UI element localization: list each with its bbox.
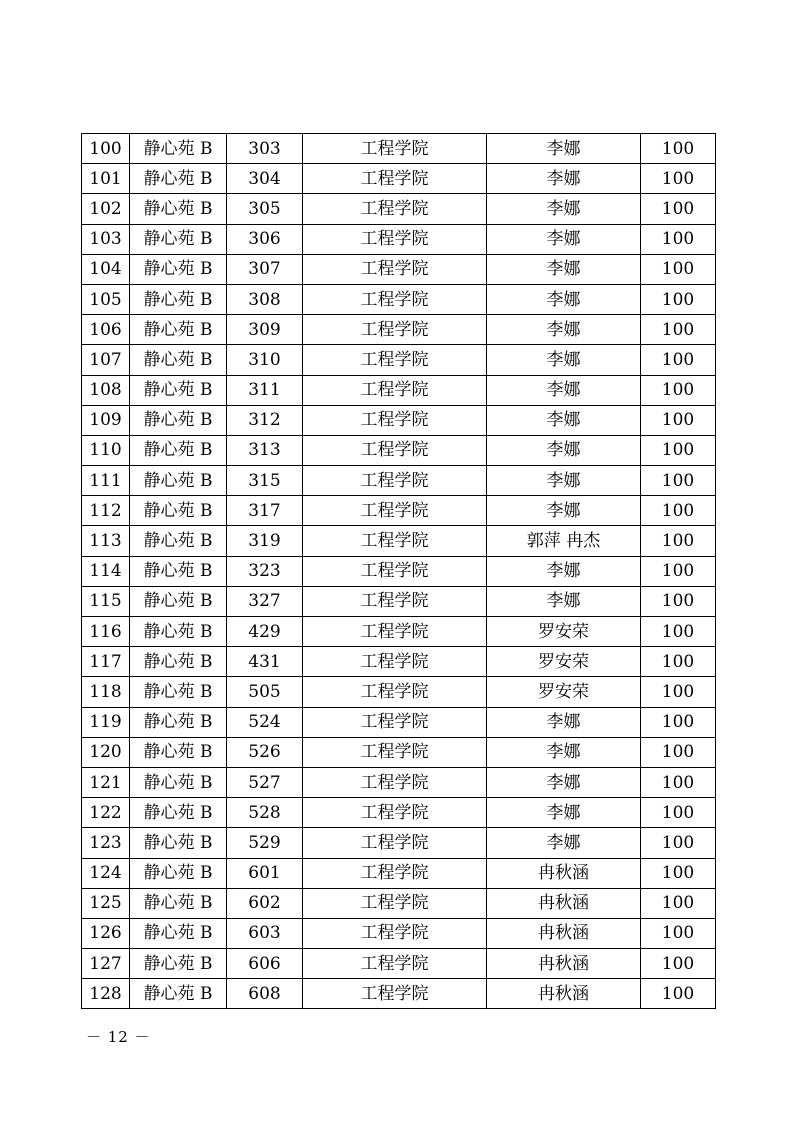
building-cell: 静心苑 B (130, 949, 227, 979)
score-cell: 100 (641, 164, 716, 194)
teacher-cell: 李娜 (487, 164, 641, 194)
college-cell: 工程学院 (303, 375, 487, 405)
row-number-cell: 127 (82, 949, 130, 979)
teacher-cell: 李娜 (487, 134, 641, 164)
room-cell: 306 (227, 224, 303, 254)
row-number-cell: 107 (82, 345, 130, 375)
table-row (82, 315, 716, 345)
table-row (82, 194, 716, 224)
page-number: － 12 － (86, 1028, 151, 1046)
college-cell: 工程学院 (303, 134, 487, 164)
table-row (82, 134, 716, 164)
room-cell: 602 (227, 888, 303, 918)
teacher-cell: 罗安荣 (487, 647, 641, 677)
teacher-cell: 冉秋涵 (487, 918, 641, 948)
room-cell: 307 (227, 254, 303, 284)
table-row (82, 405, 716, 435)
building-cell: 静心苑 B (130, 918, 227, 948)
building-cell: 静心苑 B (130, 798, 227, 828)
table-row (82, 888, 716, 918)
building-cell: 静心苑 B (130, 375, 227, 405)
table-row (82, 647, 716, 677)
building-cell: 静心苑 B (130, 435, 227, 465)
college-cell: 工程学院 (303, 435, 487, 465)
score-cell: 100 (641, 556, 716, 586)
building-cell: 静心苑 B (130, 284, 227, 314)
building-cell: 静心苑 B (130, 194, 227, 224)
teacher-cell: 李娜 (487, 586, 641, 616)
room-cell: 505 (227, 677, 303, 707)
college-cell: 工程学院 (303, 254, 487, 284)
table-row (82, 949, 716, 979)
teacher-cell: 李娜 (487, 435, 641, 465)
college-cell: 工程学院 (303, 164, 487, 194)
room-cell: 608 (227, 979, 303, 1009)
teacher-cell: 冉秋涵 (487, 949, 641, 979)
college-cell: 工程学院 (303, 918, 487, 948)
score-cell: 100 (641, 979, 716, 1009)
college-cell: 工程学院 (303, 828, 487, 858)
teacher-cell: 冉秋涵 (487, 858, 641, 888)
room-cell: 527 (227, 767, 303, 797)
score-cell: 100 (641, 375, 716, 405)
table-row (82, 164, 716, 194)
score-cell: 100 (641, 435, 716, 465)
score-cell: 100 (641, 194, 716, 224)
building-cell: 静心苑 B (130, 707, 227, 737)
score-cell: 100 (641, 466, 716, 496)
score-cell: 100 (641, 677, 716, 707)
building-cell: 静心苑 B (130, 647, 227, 677)
score-cell: 100 (641, 526, 716, 556)
college-cell: 工程学院 (303, 194, 487, 224)
table-row (82, 737, 716, 767)
table-row (82, 556, 716, 586)
row-number-cell: 114 (82, 556, 130, 586)
score-cell: 100 (641, 134, 716, 164)
row-number-cell: 122 (82, 798, 130, 828)
table-row (82, 375, 716, 405)
table-row (82, 586, 716, 616)
table-row (82, 617, 716, 647)
teacher-cell: 李娜 (487, 496, 641, 526)
row-number-cell: 112 (82, 496, 130, 526)
building-cell: 静心苑 B (130, 164, 227, 194)
room-cell: 524 (227, 707, 303, 737)
score-cell: 100 (641, 617, 716, 647)
room-cell: 603 (227, 918, 303, 948)
room-cell: 319 (227, 526, 303, 556)
row-number-cell: 119 (82, 707, 130, 737)
teacher-cell: 李娜 (487, 224, 641, 254)
score-cell: 100 (641, 586, 716, 616)
row-number-cell: 102 (82, 194, 130, 224)
college-cell: 工程学院 (303, 888, 487, 918)
teacher-cell: 李娜 (487, 315, 641, 345)
score-cell: 100 (641, 345, 716, 375)
score-cell: 100 (641, 647, 716, 677)
row-number-cell: 121 (82, 767, 130, 797)
table-row (82, 224, 716, 254)
room-cell: 312 (227, 405, 303, 435)
college-cell: 工程学院 (303, 496, 487, 526)
score-cell: 100 (641, 798, 716, 828)
table-row (82, 798, 716, 828)
college-cell: 工程学院 (303, 556, 487, 586)
row-number-cell: 126 (82, 918, 130, 948)
college-cell: 工程学院 (303, 979, 487, 1009)
college-cell: 工程学院 (303, 737, 487, 767)
teacher-cell: 罗安荣 (487, 677, 641, 707)
teacher-cell: 李娜 (487, 707, 641, 737)
room-cell: 313 (227, 435, 303, 465)
room-cell: 315 (227, 466, 303, 496)
teacher-cell: 李娜 (487, 767, 641, 797)
table-body (82, 134, 716, 1009)
room-cell: 526 (227, 737, 303, 767)
building-cell: 静心苑 B (130, 134, 227, 164)
score-cell: 100 (641, 949, 716, 979)
row-number-cell: 116 (82, 617, 130, 647)
table-row (82, 979, 716, 1009)
room-cell: 305 (227, 194, 303, 224)
college-cell: 工程学院 (303, 949, 487, 979)
building-cell: 静心苑 B (130, 586, 227, 616)
table-row (82, 284, 716, 314)
building-cell: 静心苑 B (130, 466, 227, 496)
college-cell: 工程学院 (303, 617, 487, 647)
table-row (82, 345, 716, 375)
room-cell: 327 (227, 586, 303, 616)
table-row (82, 858, 716, 888)
row-number-cell: 101 (82, 164, 130, 194)
table-row (82, 254, 716, 284)
teacher-cell: 李娜 (487, 828, 641, 858)
room-cell: 528 (227, 798, 303, 828)
table-row (82, 435, 716, 465)
room-cell: 529 (227, 828, 303, 858)
college-cell: 工程学院 (303, 345, 487, 375)
table-row (82, 828, 716, 858)
table-row (82, 526, 716, 556)
building-cell: 静心苑 B (130, 315, 227, 345)
college-cell: 工程学院 (303, 677, 487, 707)
row-number-cell: 111 (82, 466, 130, 496)
score-cell: 100 (641, 858, 716, 888)
score-cell: 100 (641, 767, 716, 797)
table-row (82, 677, 716, 707)
college-cell: 工程学院 (303, 526, 487, 556)
dormitory-score-table (81, 133, 716, 1009)
row-number-cell: 118 (82, 677, 130, 707)
teacher-cell: 罗安荣 (487, 617, 641, 647)
row-number-cell: 123 (82, 828, 130, 858)
table-row (82, 767, 716, 797)
row-number-cell: 100 (82, 134, 130, 164)
score-cell: 100 (641, 254, 716, 284)
teacher-cell: 李娜 (487, 254, 641, 284)
score-cell: 100 (641, 918, 716, 948)
building-cell: 静心苑 B (130, 617, 227, 647)
score-cell: 100 (641, 284, 716, 314)
row-number-cell: 113 (82, 526, 130, 556)
score-cell: 100 (641, 405, 716, 435)
building-cell: 静心苑 B (130, 405, 227, 435)
room-cell: 606 (227, 949, 303, 979)
building-cell: 静心苑 B (130, 556, 227, 586)
college-cell: 工程学院 (303, 466, 487, 496)
college-cell: 工程学院 (303, 858, 487, 888)
building-cell: 静心苑 B (130, 737, 227, 767)
building-cell: 静心苑 B (130, 496, 227, 526)
room-cell: 431 (227, 647, 303, 677)
college-cell: 工程学院 (303, 586, 487, 616)
table-row (82, 918, 716, 948)
building-cell: 静心苑 B (130, 345, 227, 375)
row-number-cell: 120 (82, 737, 130, 767)
teacher-cell: 李娜 (487, 345, 641, 375)
score-cell: 100 (641, 828, 716, 858)
row-number-cell: 105 (82, 284, 130, 314)
room-cell: 601 (227, 858, 303, 888)
college-cell: 工程学院 (303, 224, 487, 254)
college-cell: 工程学院 (303, 767, 487, 797)
row-number-cell: 103 (82, 224, 130, 254)
building-cell: 静心苑 B (130, 767, 227, 797)
building-cell: 静心苑 B (130, 677, 227, 707)
row-number-cell: 128 (82, 979, 130, 1009)
building-cell: 静心苑 B (130, 979, 227, 1009)
score-cell: 100 (641, 224, 716, 254)
score-cell: 100 (641, 315, 716, 345)
score-cell: 100 (641, 888, 716, 918)
table-row (82, 496, 716, 526)
teacher-cell: 李娜 (487, 556, 641, 586)
teacher-cell: 冉秋涵 (487, 979, 641, 1009)
college-cell: 工程学院 (303, 798, 487, 828)
teacher-cell: 李娜 (487, 737, 641, 767)
building-cell: 静心苑 B (130, 888, 227, 918)
teacher-cell: 李娜 (487, 798, 641, 828)
score-cell: 100 (641, 707, 716, 737)
teacher-cell: 郭萍 冉杰 (487, 526, 641, 556)
row-number-cell: 104 (82, 254, 130, 284)
building-cell: 静心苑 B (130, 254, 227, 284)
building-cell: 静心苑 B (130, 526, 227, 556)
college-cell: 工程学院 (303, 284, 487, 314)
teacher-cell: 李娜 (487, 375, 641, 405)
room-cell: 303 (227, 134, 303, 164)
table-row (82, 707, 716, 737)
room-cell: 310 (227, 345, 303, 375)
college-cell: 工程学院 (303, 315, 487, 345)
building-cell: 静心苑 B (130, 828, 227, 858)
college-cell: 工程学院 (303, 405, 487, 435)
room-cell: 309 (227, 315, 303, 345)
row-number-cell: 109 (82, 405, 130, 435)
room-cell: 304 (227, 164, 303, 194)
row-number-cell: 125 (82, 888, 130, 918)
college-cell: 工程学院 (303, 707, 487, 737)
table-row (82, 466, 716, 496)
building-cell: 静心苑 B (130, 224, 227, 254)
row-number-cell: 110 (82, 435, 130, 465)
row-number-cell: 108 (82, 375, 130, 405)
teacher-cell: 李娜 (487, 194, 641, 224)
row-number-cell: 115 (82, 586, 130, 616)
building-cell: 静心苑 B (130, 858, 227, 888)
room-cell: 429 (227, 617, 303, 647)
teacher-cell: 冉秋涵 (487, 888, 641, 918)
row-number-cell: 117 (82, 647, 130, 677)
score-cell: 100 (641, 737, 716, 767)
room-cell: 317 (227, 496, 303, 526)
room-cell: 308 (227, 284, 303, 314)
row-number-cell: 124 (82, 858, 130, 888)
room-cell: 311 (227, 375, 303, 405)
teacher-cell: 李娜 (487, 284, 641, 314)
teacher-cell: 李娜 (487, 466, 641, 496)
room-cell: 323 (227, 556, 303, 586)
college-cell: 工程学院 (303, 647, 487, 677)
row-number-cell: 106 (82, 315, 130, 345)
teacher-cell: 李娜 (487, 405, 641, 435)
score-cell: 100 (641, 496, 716, 526)
